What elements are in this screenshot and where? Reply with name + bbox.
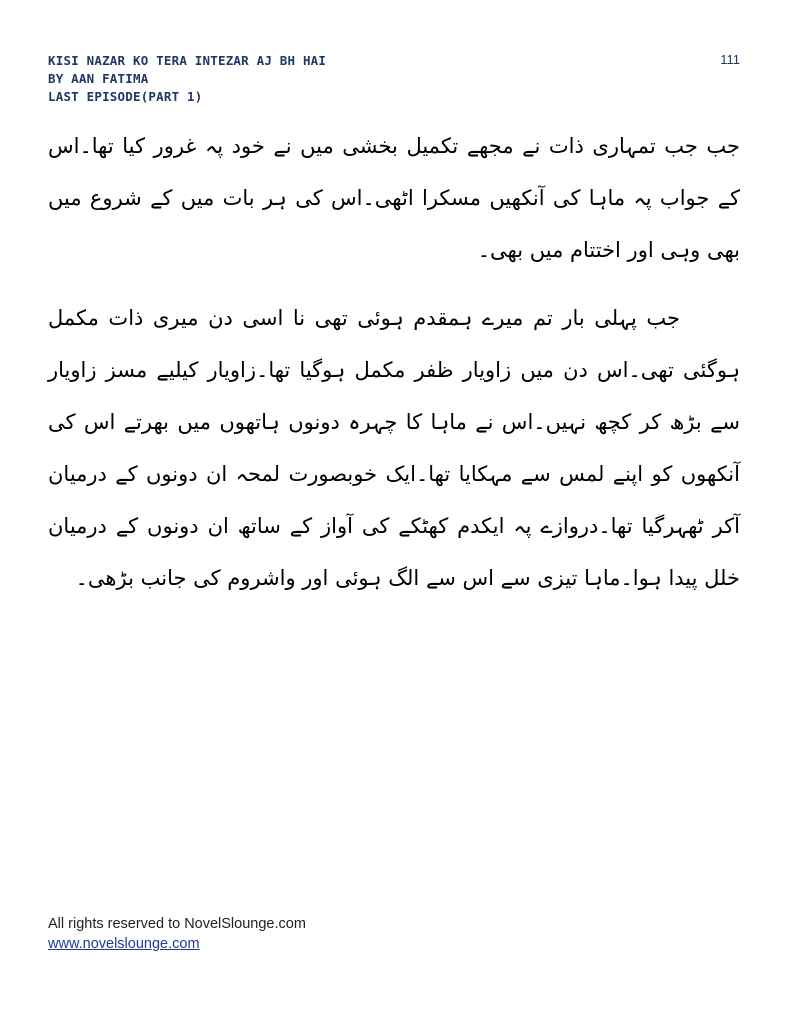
page-footer xyxy=(48,914,306,954)
page-number: 111 xyxy=(720,52,740,67)
website-link[interactable]: www.novelslounge.com xyxy=(48,936,200,952)
paragraph-2: جب پہلی بار تم میرے ہمقدم ہوئی تھی نا اسی دن میری ذات مکمل ہوگئی تھی۔اس دن میں زاویار ظفر مکمل ہوگیا تھا۔زاویار کیلیے مسز زاویار سے بڑھ کر کچھ نہیں۔اس نے ماہا کا چہرہ دونوں ہاتھوں میں بھرتے اس کی آنکھوں کو اپنے لمس سے مہکایا تھا۔ایک خوبصورت لمحہ ان دونوں کے درمیان آکر ٹھہرگیا تھا۔دروازے پہ ایکدم کھٹکے کی آواز کے ساتھ ان دونوں کے درمیان خلل پیدا ہوا۔ماہا تیزی سے اس سے الگ ہوئی اور واشروم کی جانب بڑھی۔ xyxy=(48,306,740,590)
document-header xyxy=(48,52,326,106)
urdu-body-text xyxy=(48,120,740,620)
paragraph-1: جب جب تمہاری ذات نے مجھے تکمیل بخشی میں نے خود پہ غرور کیا تھا۔اس کے جواب پہ ماہا کی آنکھیں مسکرا اٹھی۔اس کی ہر بات میں کے شروع میں بھی وہی اور اختتام میں بھی۔ xyxy=(48,134,740,262)
rights-notice: All rights reserved to NovelSlounge.com xyxy=(48,916,306,932)
episode-line: LAST EPISODE(PART 1) xyxy=(48,89,203,104)
novel-title: KISI NAZAR KO TERA INTEZAR AJ BH HAI xyxy=(48,53,327,68)
author-line: BY AAN FATIMA xyxy=(48,71,149,86)
